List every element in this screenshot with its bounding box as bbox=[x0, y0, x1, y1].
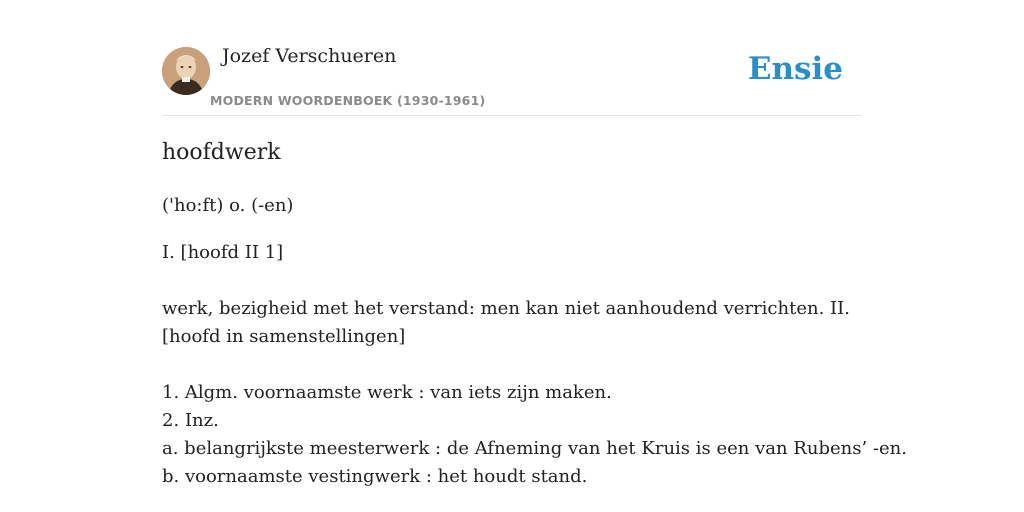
sense-item: 1. Algm. voornaamste werk : van iets zijn maken. bbox=[162, 382, 612, 403]
source-title[interactable]: MODERN WOORDENBOEK (1930-1961) bbox=[210, 93, 486, 108]
definition-line: werk, bezigheid met het verstand: men kan niet aanhoudend verrichten. II. bbox=[162, 298, 850, 319]
brand-logo[interactable]: Ensie bbox=[747, 51, 843, 87]
author-name[interactable]: Jozef Verschueren bbox=[222, 45, 397, 67]
section-heading: I. [hoofd II 1] bbox=[162, 242, 284, 263]
definition-line: [hoofd in samenstellingen] bbox=[162, 326, 406, 347]
sense-item: 2. Inz. bbox=[162, 410, 219, 431]
sense-item: a. belangrijkste meesterwerk : de Afneming van het Kruis is een van Rubens’ -en. bbox=[162, 438, 907, 459]
portrait-image bbox=[162, 47, 210, 95]
pronunciation: ('ho:ft) o. (-en) bbox=[162, 195, 294, 216]
author-avatar[interactable] bbox=[162, 47, 210, 95]
senses-list bbox=[162, 379, 907, 491]
headword: hoofdwerk bbox=[162, 140, 281, 165]
definition-paragraph bbox=[162, 295, 862, 351]
sense-item: b. voornaamste vestingwerk : het houdt stand. bbox=[162, 466, 588, 487]
entry-body bbox=[162, 192, 907, 491]
divider bbox=[162, 115, 862, 116]
entry-card bbox=[162, 0, 907, 512]
